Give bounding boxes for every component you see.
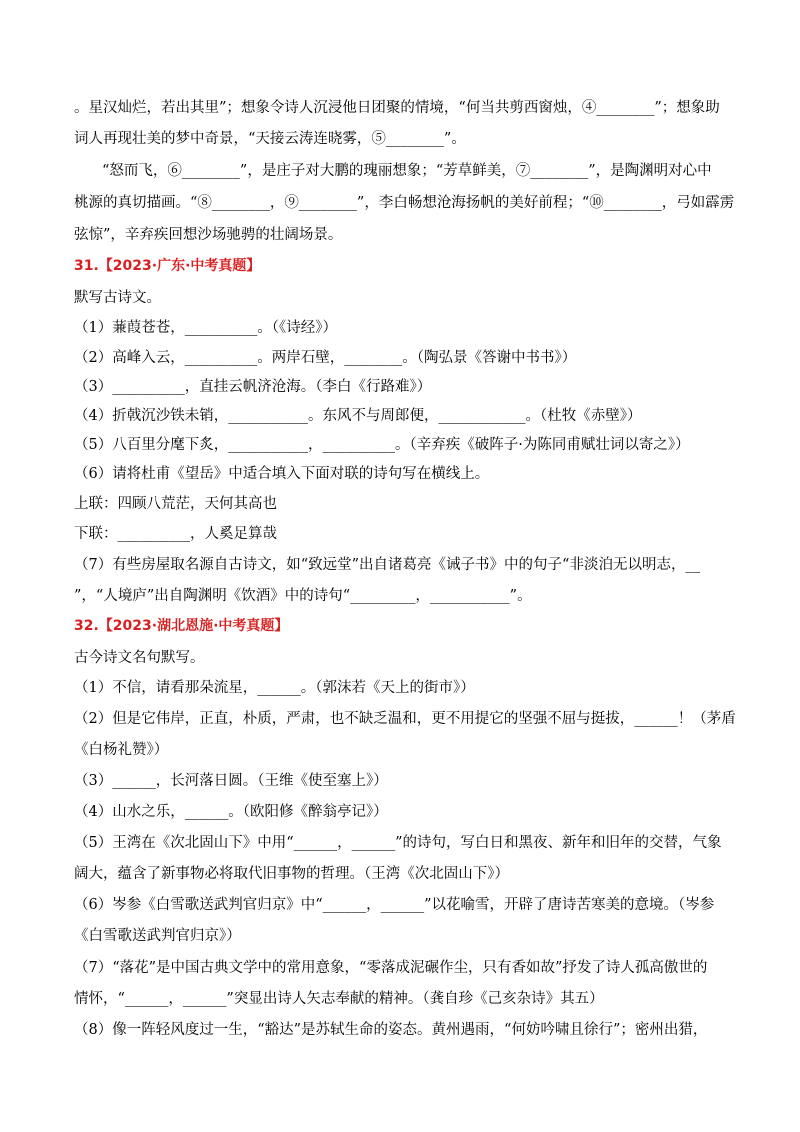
- text-line: “怒而飞，⑥________”，是庄子对大鹏的瑰丽想象；“芳草鲜美，⑦________”，是陶渊明对心中: [102, 163, 712, 179]
- text-line: （4）折戟沉沙铁未销，___________。东风不与周郎便，____________。（杜牧《赤壁》）: [74, 408, 642, 424]
- text-line: （1）不信，请看那朵流星，______。（郭沫若《天上的街市》）: [74, 680, 475, 696]
- text-line: （5）八百里分麾下炙，___________，__________。（辛弃疾《破阵子·为陈同甫赋壮词以寄之》）: [74, 437, 690, 453]
- text-line: 默写古诗文。: [74, 290, 161, 306]
- text-line: （2）但是它伟岸，正直，朴质，严肃，也不缺乏温和，更不用提它的坚强不屈与挺拔，______！（茅盾: [74, 711, 736, 727]
- text-line: （3）______，长河落日圆。（王维《使至塞上》）: [74, 773, 388, 789]
- question-heading-32: 32.【2023·湖北恩施·中考真题】: [74, 618, 289, 634]
- text-line: （6）岑参《白雪歌送武判官归京》中“______，______”以花喻雪，开辟了唐诗苦寒美的意境。（岑参: [74, 897, 715, 913]
- text-line: 《白雪歌送武判官归京》）: [74, 928, 241, 944]
- text-line: 上联：四顾八荒茫，天何其高也: [74, 496, 277, 512]
- text-line: 阔大，蕴含了新事物必将取代旧事物的哲理。（王湾《次北固山下》）: [74, 866, 509, 882]
- text-line: （5）王湾在《次北固山下》中用“______，______”的诗句，写白日和黑夜、新年和旧年的交替，气象: [74, 835, 722, 851]
- text-line: 下联：__________，人奚足算哉: [74, 526, 277, 542]
- text-line: 桃源的真切描画。“⑧________，⑨________”，李白畅想沧海扬帆的美好前程；“⑩________，弓如霹雳: [74, 195, 735, 211]
- text-line: 弦惊”，辛弃疾回想沙场驰骋的壮阔场景。: [74, 227, 343, 243]
- text-line: 《白杨礼赞》）: [74, 742, 169, 758]
- text-line: 古今诗文名句默写。: [74, 650, 205, 666]
- text-line: （2）高峰入云，__________。两岸石壁，________。（陶弘景《答谢中书书》）: [74, 350, 577, 366]
- text-line: 词人再现壮美的梦中奇景，“天接云涛连晓雾，⑤________”。: [74, 131, 466, 147]
- text-line: （4）山水之乐，______。（欧阳修《醉翁亭记》）: [74, 804, 388, 820]
- text-line: （7）“落花”是中国古典文学中的常用意象，“零落成泥碾作尘，只有香如故”抒发了诗人孤高傲世的: [74, 960, 708, 976]
- text-line: （1）蒹葭苍苍，__________。（《诗经》）: [74, 320, 337, 336]
- text-line: 情怀，“______，______”突显出诗人矢志奉献的精神。（龚自珍《己亥杂诗》其五）: [74, 991, 604, 1007]
- text-line: 。星汉灿烂，若出其里”；想象令诗人沉浸他日团聚的情境，“何当共剪西窗烛，④________”；想象助: [74, 100, 720, 116]
- text-line: ”，“人境庐”出自陶渊明《饮酒》中的诗句“_________，___________”。: [74, 588, 532, 604]
- text-line: （7）有些房屋取名源自古诗文，如“致远堂”出自诸葛亮《诫子书》中的句子“非淡泊无以明志，__: [74, 557, 700, 573]
- question-heading-31: 31.【2023·广东·中考真题】: [74, 258, 261, 274]
- text-line: （8）像一阵轻风度过一生，“豁达”是苏轼生命的姿态。黄州遇雨，“何妨吟啸且徐行”；密州出猎，: [74, 1022, 708, 1038]
- text-line: （6）请将杜甫《望岳》中适合填入下面对联的诗句写在横线上。: [74, 466, 490, 482]
- text-line: （3）__________，直挂云帆济沧海。（李白《行路难》）: [74, 379, 432, 395]
